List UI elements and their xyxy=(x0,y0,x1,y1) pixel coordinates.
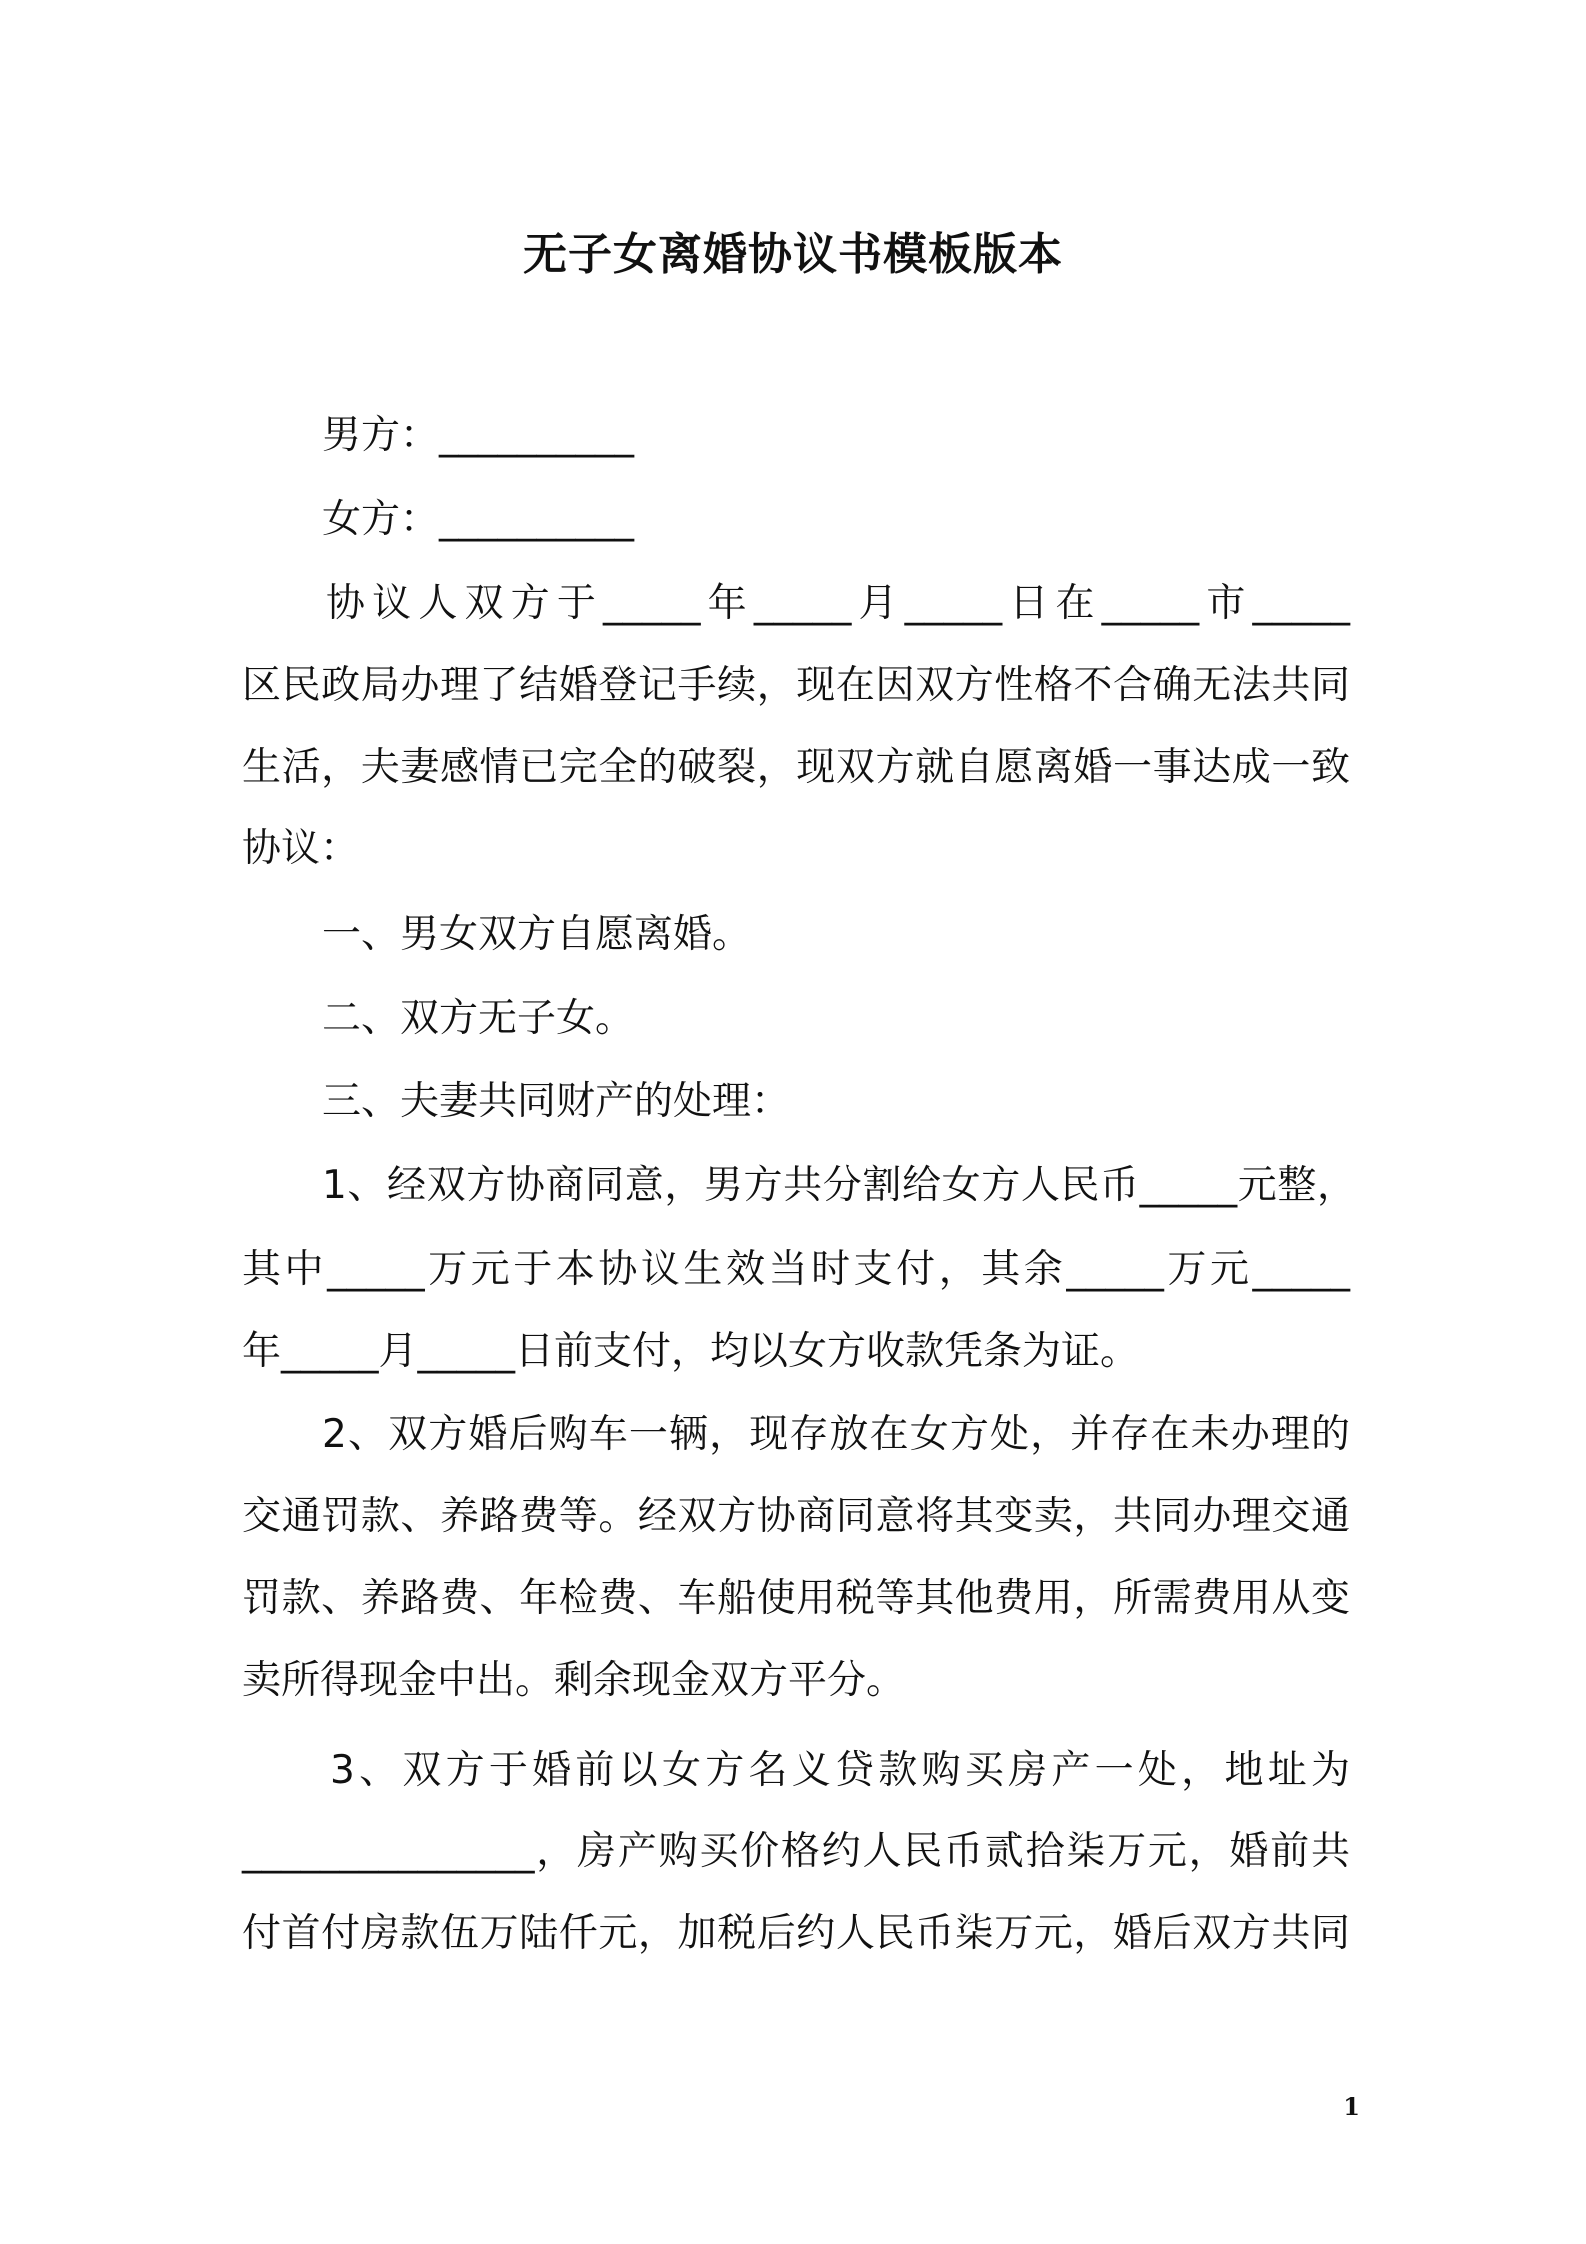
female-party-line: 女方：__________ xyxy=(322,497,635,542)
male-party-line: 男方：__________ xyxy=(322,413,635,458)
document-title: 无子女离婚协议书模板版本 xyxy=(523,229,1063,280)
paragraph-line: 交通罚款、养路费等。经双方协商同意将其变卖，共同办理交通 xyxy=(242,1494,1350,1539)
paragraph-line: 协议： xyxy=(242,826,360,871)
paragraph-line: 3、双方于婚前以女方名义贷款购买房产一处，地址为 xyxy=(330,1748,1350,1793)
paragraph-line: 协议人双方于_____年_____月_____日在_____市_____ xyxy=(326,581,1350,626)
paragraph-line: 卖所得现金中出。剩余现金双方平分。 xyxy=(242,1658,906,1703)
clause-line: 一、男女双方自愿离婚。 xyxy=(322,912,752,957)
paragraph-line: 其中_____万元于本协议生效当时支付，其余_____万元_____ xyxy=(242,1247,1350,1292)
paragraph-line: 罚款、养路费、年检费、车船使用税等其他费用，所需费用从变 xyxy=(242,1576,1350,1621)
clause-line: 二、双方无子女。 xyxy=(322,996,635,1041)
paragraph-line: 付首付房款伍万陆仟元，加税后约人民币柒万元，婚后双方共同 xyxy=(242,1911,1350,1956)
page-number: 1 xyxy=(1343,2092,1360,2121)
paragraph-line: 区民政局办理了结婚登记手续，现在因双方性格不合确无法共同 xyxy=(242,663,1350,708)
clause-line: 三、夫妻共同财产的处理： xyxy=(322,1079,791,1124)
paragraph-line: _______________，房产购买价格约人民币贰拾柒万元，婚前共 xyxy=(242,1829,1350,1874)
paragraph-line: 1、经双方协商同意，男方共分割给女方人民币_____元整， xyxy=(322,1163,1356,1208)
paragraph-line: 年_____月_____日前支付，均以女方收款凭条为证。 xyxy=(242,1329,1140,1374)
paragraph-line: 2、双方婚后购车一辆，现存放在女方处，并存在未办理的 xyxy=(322,1412,1350,1457)
paragraph-line: 生活，夫妻感情已完全的破裂，现双方就自愿离婚一事达成一致 xyxy=(242,745,1350,790)
